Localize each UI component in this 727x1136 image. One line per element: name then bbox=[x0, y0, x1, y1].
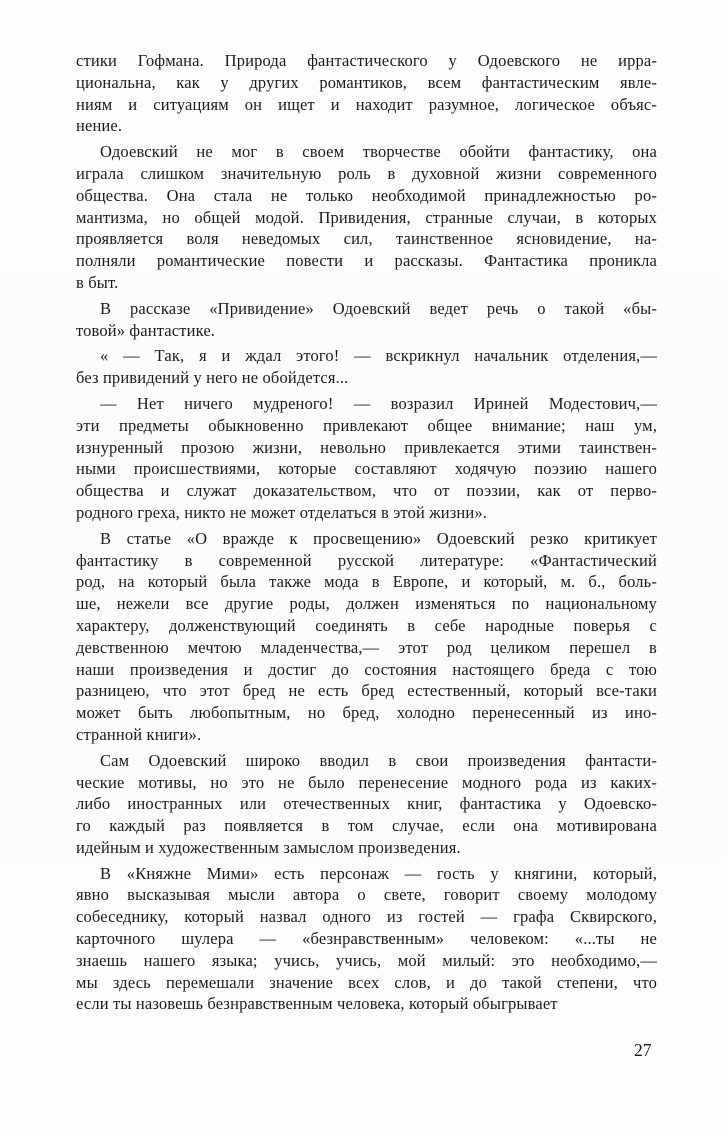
text-line: Сам Одоевский широко вводил в свои произведения фантасти- bbox=[100, 750, 657, 770]
text-line: ше, нежели все другие роды, должен изменяться по национальному bbox=[76, 594, 657, 614]
text-line: фантастику в современной русской литературе: «Фантастический bbox=[76, 550, 657, 570]
text-line: собеседнику, который назвал одного из гостей — графа Сквирского, bbox=[76, 907, 657, 927]
text-line: го каждый раз появляется в том случае, если она мотивирована bbox=[76, 816, 657, 836]
text-line: общества и служат доказательством, что от поэзии, как от перво- bbox=[76, 481, 657, 501]
text-line: род, на который была также мода в Европе, и который, м. б., боль- bbox=[76, 572, 657, 592]
text-line: либо иностранных или отечественных книг, фантастика у Одоевско- bbox=[76, 794, 657, 814]
text-line: разницею, что этот бред не есть бред естественный, который все-таки bbox=[76, 681, 657, 701]
text-line: стики Гофмана. Природа фантастического у Одоевского не ирра- bbox=[76, 51, 657, 70]
text-line: родного греха, никто не может отделаться в этой жизни». bbox=[76, 502, 488, 522]
paragraph bbox=[76, 50, 657, 137]
text-line: карточного шулера — «безнравственным» человеком: «...ты не bbox=[76, 929, 657, 949]
text-line: полняли романтические повести и рассказы. Фантастика проникла bbox=[76, 251, 657, 271]
text-line: В рассказе «Привидение» Одоевский ведет речь о такой «бы- bbox=[100, 298, 657, 318]
text-line: если ты назовешь безнравственным человека, который обыгрывает bbox=[76, 994, 558, 1014]
text-line: характеру, долженствующий соединять в себе народные поверья с bbox=[76, 615, 657, 635]
text-line: проявляется воля неведомых сил, таинственное ясновидение, на- bbox=[76, 229, 657, 249]
page-text-block bbox=[76, 50, 657, 1015]
text-line: играла слишком значительную роль в духовной жизни современного bbox=[76, 163, 657, 183]
text-line: мы здесь перемешали значение всех слов, и до такой степени, что bbox=[76, 972, 657, 992]
text-line: В статье «О вражде к просвещению» Одоевский резко критикует bbox=[100, 528, 657, 548]
page-number: 27 bbox=[634, 1040, 652, 1060]
text-line: ными происшествиями, которые составляют ходячую поэзию нашего bbox=[76, 459, 657, 479]
text-line: общества. Она стала не только необходимой принадлежностью ро- bbox=[76, 185, 657, 205]
paragraph bbox=[76, 298, 657, 342]
text-line: « — Так, я и ждал этого! — вскрикнул начальник отделения,— bbox=[100, 346, 657, 366]
text-line: — Нет ничего мудреного! — возразил Ириней Модестович,— bbox=[100, 393, 657, 413]
text-line: в быт. bbox=[76, 272, 119, 292]
paragraph bbox=[76, 863, 657, 1016]
text-line: нение. bbox=[76, 116, 123, 136]
text-line: мантизма, но общей модой. Привидения, странные случаи, в которых bbox=[76, 207, 657, 227]
paragraph bbox=[76, 528, 657, 746]
paragraph bbox=[76, 345, 657, 389]
text-line: может быть любопытным, но бред, холодно перенесенный из ино- bbox=[76, 703, 657, 723]
paragraph bbox=[76, 141, 657, 294]
text-line: наши произведения и достиг до состояния настоящего бреда с тою bbox=[76, 659, 657, 679]
text-line: Одоевский не мог в своем творчестве обойти фантастику, она bbox=[100, 142, 657, 162]
text-line: без привидений у него не обойдется... bbox=[76, 368, 349, 388]
text-line: ниям и ситуациям он ищет и находит разумное, логическое объяс- bbox=[76, 94, 657, 114]
text-line: девственною мечтою младенчества,— этот род целиком перешел в bbox=[76, 637, 657, 657]
text-line: явно высказывая мысли автора о свете, говорит своему молодому bbox=[76, 885, 657, 905]
text-line: изнуренный прозою жизни, невольно привлекается этими таинствен- bbox=[76, 437, 657, 457]
paragraph bbox=[76, 750, 657, 859]
text-line: странной книги». bbox=[76, 724, 202, 744]
text-line: ческие мотивы, но это не было перенесение модного рода из каких- bbox=[76, 772, 657, 792]
text-line: циональна, как у других романтиков, всем фантастическим явле- bbox=[76, 72, 657, 92]
paragraph bbox=[76, 393, 657, 524]
text-line: товой» фантастике. bbox=[76, 320, 216, 340]
text-line: идейным и художественным замыслом произведения. bbox=[76, 837, 461, 857]
text-line: эти предметы обыкновенно привлекают общее внимание; наш ум, bbox=[76, 415, 657, 435]
text-line: знаешь нашего языка; учись, учись, мой милый: это необходимо,— bbox=[76, 950, 657, 970]
text-line: В «Княжне Мими» есть персонаж — гость у княгини, который, bbox=[100, 863, 657, 883]
